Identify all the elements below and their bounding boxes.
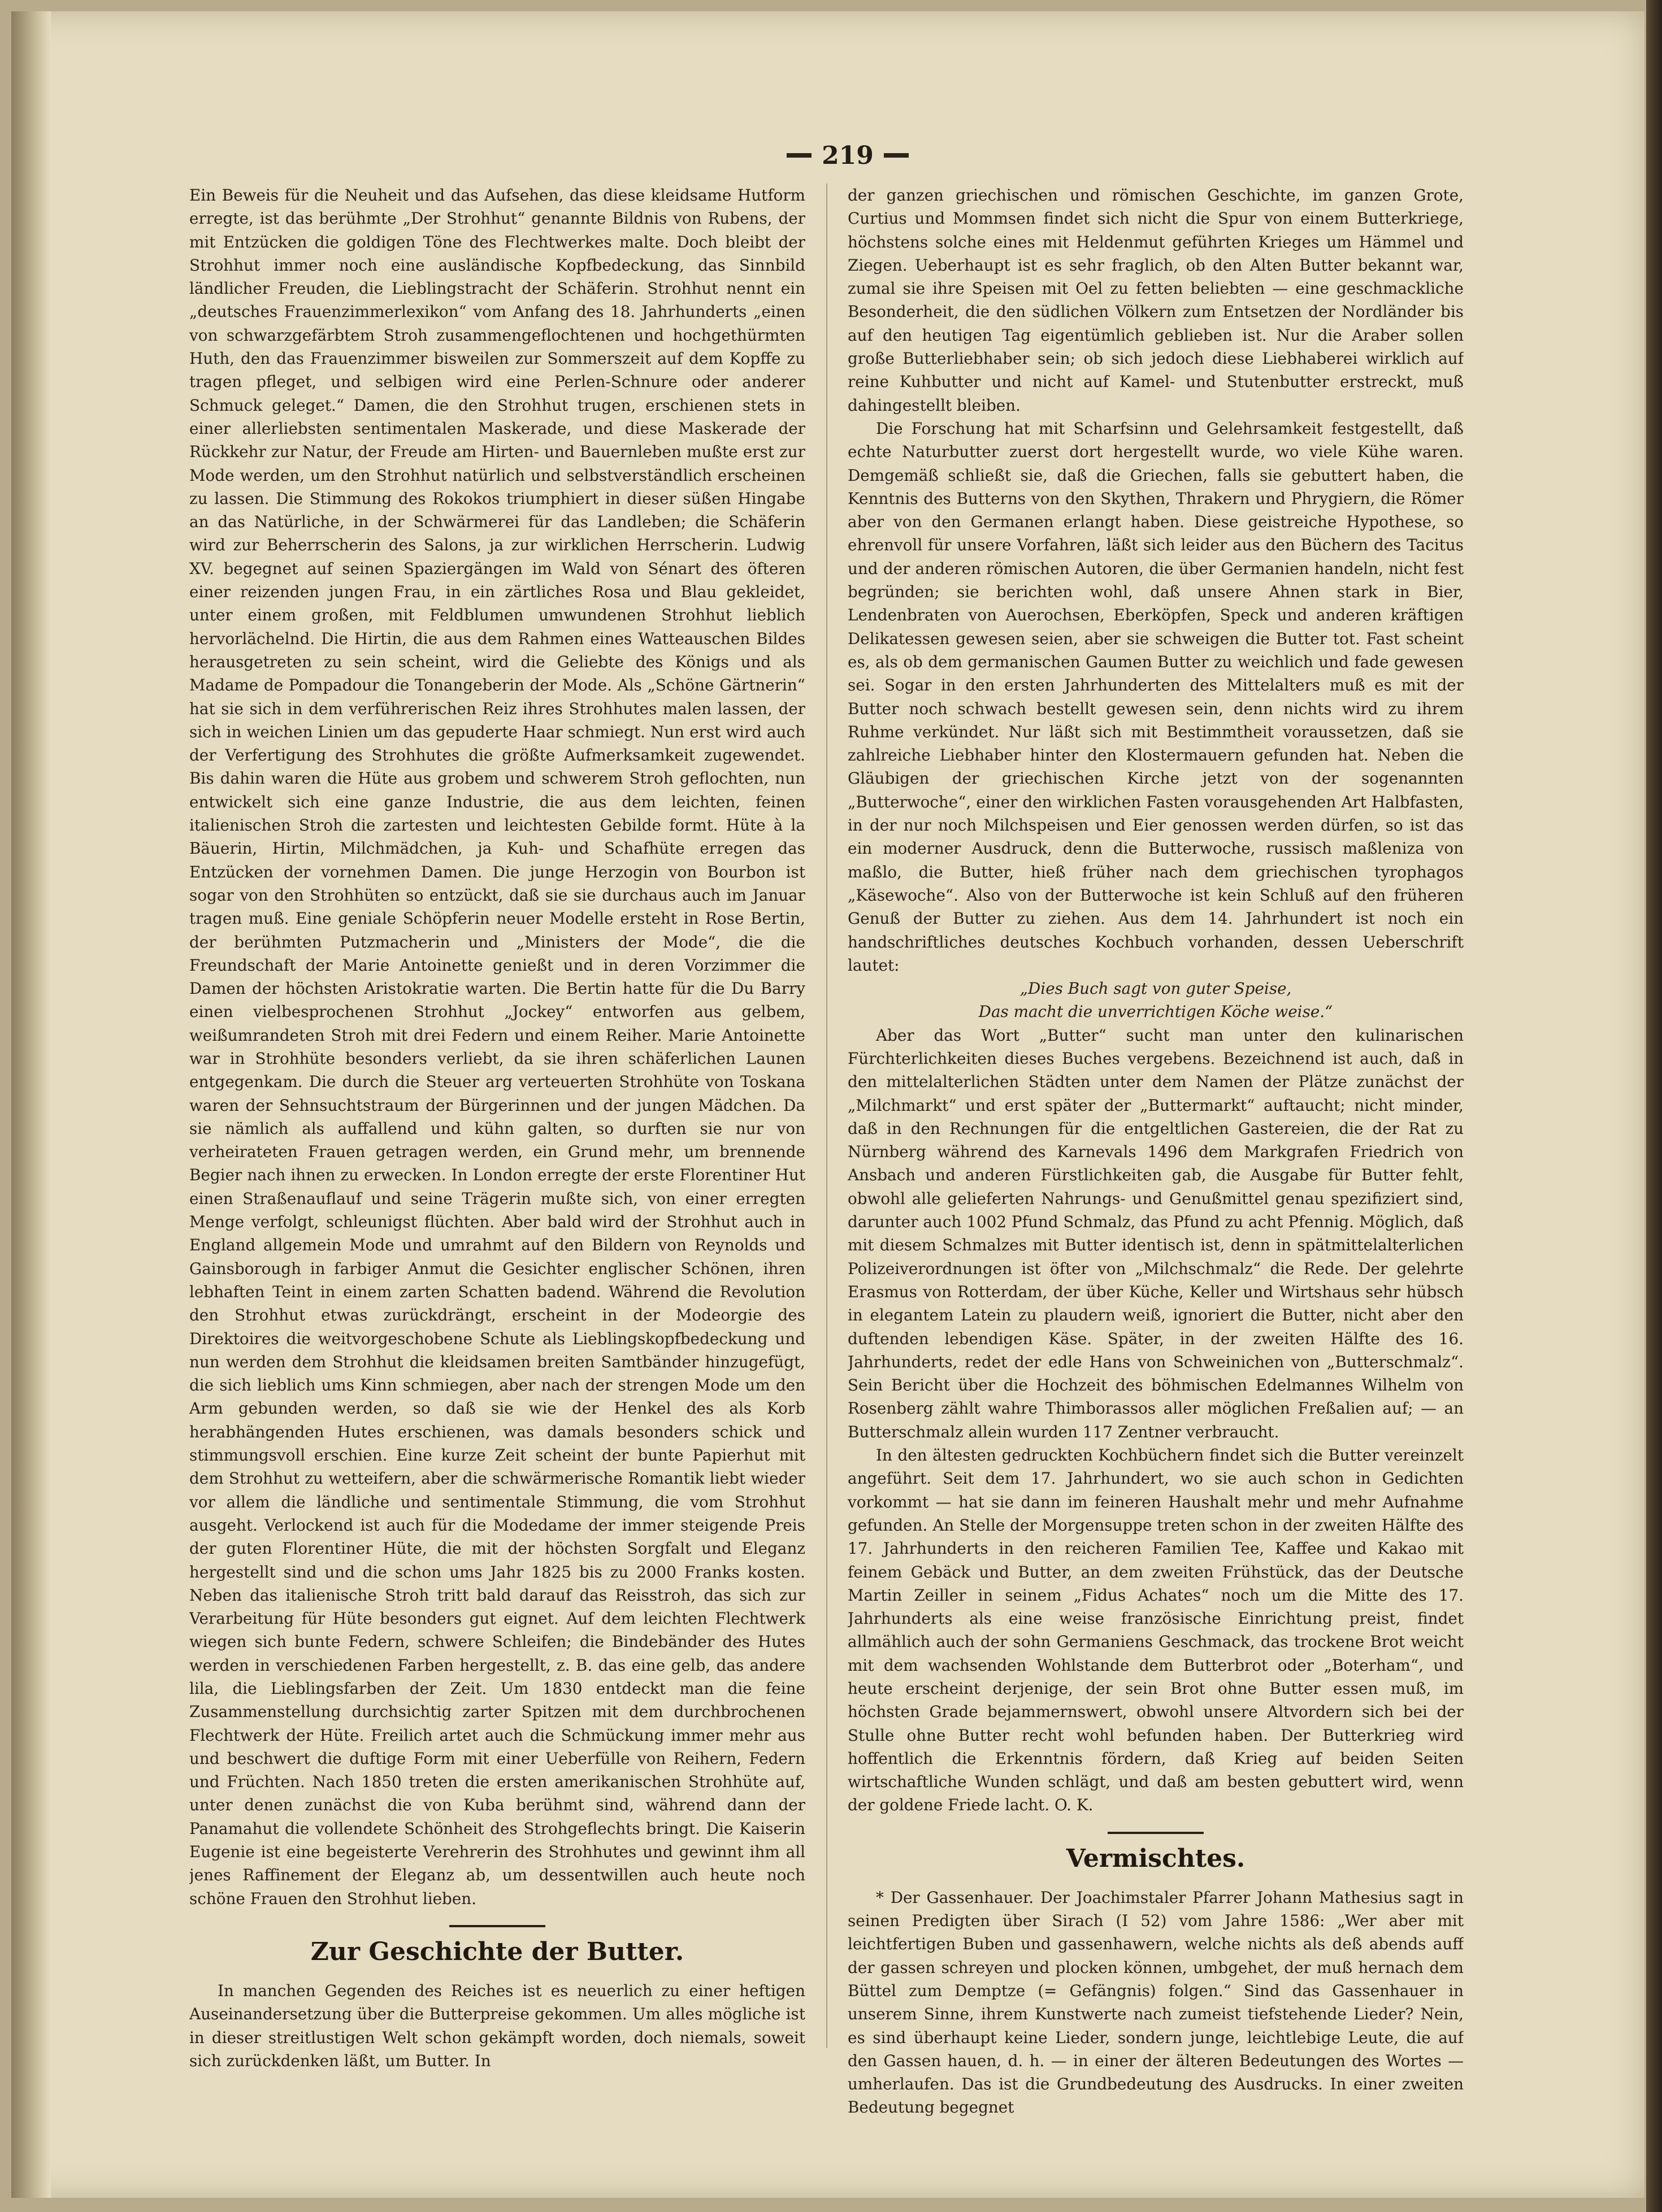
verse-line-1: „Dies Buch sagt von guter Speise,: [1019, 979, 1292, 998]
book-spine: [1646, 0, 1662, 2212]
misc-section-heading: Vermischtes.: [1066, 1844, 1246, 1873]
section-rule: [449, 1925, 545, 1927]
butter-article-heading: Zur Geschichte der Butter.: [310, 1937, 684, 1966]
left-column: [189, 184, 805, 2167]
butter-article-intro: In manchen Gegenden des Reiches ist es neuerlich zu einer heftigen Auseinandersetzung über die Butterpreise gekommen. Um alles mögliche ist in dieser streitlustigen Welt schon gekämpft worden, doch niemals, soweit sich zurückdenken läßt, um Butter. In: [189, 1981, 805, 2070]
section-rule: [1108, 1832, 1204, 1834]
page-number-ornament-left: [787, 153, 812, 158]
butter-paragraph-3: Aber das Wort „Butter“ sucht man unter den kulinarischen Fürchterlichkeiten dieses Buches vergebens. Bezeichnend ist auch, daß in den mittelalterlichen Städten unter dem Namen der Plätze zunächst der „Milchmarkt“ und erst später der „Buttermarkt“ auftaucht; nicht minder, daß in den Rechnungen für die entgeltlichen Gastereien, die der Rat zu Nürnberg während des Karnevals 1496 dem Markgrafen Friedrich von Ansbach und anderen Fürstlichkeiten gab, die Ausgabe für Butter fehlt, obwohl alle gelieferten Nahrungs- und Genußmittel genau spezifiziert sind, darunter auch 1002 Pfund Schmalz, das Pfund zu acht Pfennig. Möglich, daß mit diesem Schmalzes mit Butter identisch ist, denn in spätmittelalterlichen Polizeiverordnungen ist öfter von „Milchschmalz“ die Rede. Der gelehrte Erasmus von Rotterdam, der über Küche, Keller und Wirtshaus sehr hübsch in elegantem Latein zu plaudern weiß, ignoriert die Butter, nicht aber den duftenden lebendigen Käse. Später, in der zweiten Hälfte des 16. Jahrhunderts, redet der edle Hans von Schweinichen von „Butterschmalz“. Sein Bericht über die Hochzeit des böhmischen Edelmannes Wilhelm von Rosenberg zählt wahre Thimborassos aller möglichen Freßalien auf; — an Butterschmalz allein wurden 117 Zentner verbraucht.: [848, 1025, 1464, 1441]
strohhut-article-paragraph: Ein Beweis für die Neuheit und das Aufsehen, das diese kleidsame Hutform erregte, ist das berühmte „Der Strohhut“ genannte Bildnis von Rubens, der mit Entzücken die goldigen Töne des Flechtwerkes malte. Doch bleibt der Strohhut immer noch eine ausländische Kopfbedeckung, das Sinnbild ländlicher Freuden, die Lieblingstracht der Schäferin. Strohhut nennt ein „deutsches Frauenzimmerlexikon“ vom Anfang des 18. Jahrhunderts „einen von schwarzgefärbtem Stroh zusammengeflochtenen und hochgethürmten Huth, den das Frauenzimmer bisweilen zur Sommerszeit auf dem Kopffe zu tragen pfleget, und selbigen wird eine Perlen-Schnure oder anderer Schmuck geleget.“ Damen, die den Strohhut trugen, erschienen stets in einer allerliebsten sentimentalen Maskerade, und diese Maskerade der Rückkehr zur Natur, der Freude am Hirten- und Bauernleben mußte erst zur Mode werden, um den Strohhut natürlich und selbstverständlich erscheinen zu lassen. Die Stimmung des Rokokos triumphiert in dieser süßen Hingabe an das Natürliche, in der Schwärmerei für das Landleben; die Schäferin wird zur Beherrscherin des Salons, ja zur wirklichen Herrscherin. Ludwig XV. begegnet auf seinen Spaziergängen im Wald von Sénart des öfteren einer reizenden jungen Frau, in ein zärtliches Rosa und Blau gekleidet, unter einem großen, mit Feldblumen umwundenen Strohhut lieblich hervorlächelnd. Die Hirtin, die aus dem Rahmen eines Watteauschen Bildes herausgetreten zu sein scheint, wird die Geliebte des Königs und als Madame de Pompadour die Tonangeberin der Mode. Als „Schöne Gärtnerin“ hat sie sich in dem verführerischen Reiz ihres Strohhutes malen lassen, der sich in weichen Linien um das gepuderte Haar schmiegt. Nun erst wird auch der Verfertigung des Strohhutes die größte Aufmerksamkeit zugewendet. Bis dahin waren die Hüte aus grobem und schwerem Stroh geflochten, nun entwickelt sich eine ganze Industrie, die aus dem leichten, feinen italienischen Stroh die zartesten und leichtesten Gebilde formt. Hüte à la Bäuerin, Hirtin, Milchmädchen, ja Kuh- und Schafhüte erregen das Entzücken der vornehmen Damen. Die junge Herzogin von Bourbon ist sogar von den Strohhüten so entzückt, daß sie sie durchaus auch im Januar tragen muß. Eine geniale Schöpferin neuer Modelle ersteht in Rose Bertin, der berühmten Putzmacherin und „Ministers der Mode“, die die Freundschaft der Marie Antoinette genießt und in deren Vorzimmer die Damen der höchsten Aristokratie warten. Die Bertin hatte für die Du Barry einen vielbesprochenen Strohhut „Jockey“ entworfen aus gelbem, weißumrandeten Stroh mit drei Federn und einem Reiher. Marie Antoinette war in Strohhüte besonders verliebt, da sie ihren schäferlichen Launen entgegenkam. Die durch die Steuer arg verteuerten Strohhüte von Toskana waren der Sehnsuchtstraum der Bürgerinnen und der jungen Mädchen. Da sie nämlich als auffallend und kühn galten, so durften sie nur von verheirateten Frauen getragen werden, ein Grund mehr, um brennende Begier nach ihnen zu erwecken. In London erregte der erste Florentiner Hut einen Straßenauflauf und seine Trägerin mußte sich, von einer erregten Menge verfolgt, schleunigst flüchten. Aber bald wird der Strohhut auch in England allgemein Mode und umrahmt auf den Bildern von Reynolds und Gainsborough in farbiger Anmut die Gesichter englischer Schönen, ihren lebhaften Teint in einem zarten Schatten badend. Während die Revolution den Strohhut etwas zurückdrängt, erscheint in der Modeorgie des Direktoires die weitvorgeschobene Schute als Lieblingskopfbedeckung und nun werden dem Strohhut die kleidsamen breiten Samtbänder hinzugefügt, die sich lieblich ums Kinn schmiegen, aber nach der strengen Mode um den Arm gebunden werden, so daß sie wie der Henkel des als Korb herabhängenden Hutes erschienen, was damals besonders schick und stimmungsvoll erschien. Eine kurze Zeit scheint der bunte Papierhut mit dem Strohhut zu wetteifern, aber die schwärmerische Romantik liebt wieder vor allem die ländliche und sentimentale Stimmung, die vom Strohhut ausgeht. Verlockend ist auch für die Modedame der immer steigende Preis der guten Florentiner Hüte, die mit der höchsten Sorgfalt und Eleganz hergestellt sind und die schon ums Jahr 1825 bis zu 2000 Franks kosten. Neben das italienische Stroh tritt bald darauf das Reisstroh, das sich zur Verarbeitung für Hüte besonders gut eignet. Auf dem leichten Flechtwerk wiegen sich bunte Federn, schwere Schleifen; die Bindebänder des Hutes werden in verschiedenen Farben hergestellt, z. B. das eine gelb, das andere lila, die Lieblingsfarben der Zeit. Um 1830 entdeckt man die feine Zusammenstellung durchsichtig zarter Spitzen mit dem durchbrochenen Flechtwerk der Hüte. Freilich artet auch die Schmückung immer mehr aus und beschwert die duftige Form mit einer Ueberfülle von Reihern, Federn und Früchten. Nach 1850 treten die ersten amerikanischen Strohhüte auf, unter denen zunächst die von Kuba berühmt sind, während dann der Panamahut die vollendete Schönheit des Strohgeflechts bringt. Die Kaiserin Eugenie ist eine begeisterte Verehrerin des Strohhutes und gewinnt ihm all jenes Raffinement der Eleganz ab, um dessentwillen auch heute noch schöne Frauen den Strohhut lieben.: [189, 186, 805, 1908]
verse-line-2: Das macht die unverrichtigen Köche weise.“: [978, 1002, 1333, 1022]
column-divider: [826, 184, 827, 2048]
misc-paragraph: * Der Gassenhauer. Der Joachimstaler Pfarrer Johann Mathesius sagt in seinen Predigten über Sirach (I 52) vom Jahre 1586: „Wer aber mit leichtfertigen Buben und gassenhawern, welche nichts als deß abends auff der gassen schreyen und plocken können, umbgehet, der muß hernach dem Büttel zum Demptze (= Gefängnis) folgen.“ Sind das Gassenhauer in unserem Sinne, ihrem Kunstwerte nach zumeist tiefstehende Lieder? Nein, es sind überhaupt keine Lieder, sondern junge, leichtlebige Leute, die auf den Gassen hauen, d. h. — in einer der älteren Bedeutungen des Wortes — umherlaufen. Das ist die Grundbedeutung des Ausdrucks. In einer zweiten Bedeutung begegnet: [848, 1888, 1464, 2117]
right-column: [848, 184, 1464, 2167]
butter-paragraph-2: Die Forschung hat mit Scharfsinn und Gelehrsamkeit festgestellt, daß echte Naturbutter zuerst dort hergestellt wurde, wo viele Kühe waren. Demgemäß schließt sie, daß die Griechen, falls sie gebuttert haben, die Kenntnis des Butterns von den Skythen, Thrakern und Phrygiern, die Römer aber von den Germanen erlangt haben. Diese geistreiche Hypothese, so ehrenvoll für unsere Vorfahren, läßt sich leider aus den Büchern des Tacitus und der anderen römischen Autoren, die über Germanien handeln, nicht fest begründen; sie berichten wohl, daß unsere Ahnen stark in Bier, Lendenbraten von Auerochsen, Eberköpfen, Speck und anderen kräftigen Delikatessen gewesen seien, aber sie schweigen die Butter tot. Fast scheint es, als ob dem germanischen Gaumen Butter zu weichlich und fade gewesen sei. Sogar in den ersten Jahrhunderten des Mittelalters muß es mit der Butter noch schwach bestellt gewesen sein, denn nichts wird zu ihrem Ruhme verkündet. Nur läßt sich mit Bestimmtheit voraussetzen, daß sie zahlreiche Liebhaber hinter den Klostermauern gefunden hat. Neben die Gläubigen der griechischen Kirche jetzt von der sogenannten „Butterwoche“, einer den wirklichen Fasten vorausgehenden Art Halbfasten, in der nur noch Milchspeisen und Eier genossen werden dürfen, so ist das ein moderner Ausdruck, denn die Butterwoche, russisch maßleniza von maßlo, die Butter, hieß früher nach dem griechischen tyrophagos „Käsewoche“. Also von der Butterwoche ist kein Schluß auf den früheren Genuß der Butter zu ziehen. Aus dem 14. Jahrhundert ist noch ein handschriftliches deutsches Kochbuch vorhanden, dessen Ueberschrift lautet:: [848, 419, 1464, 975]
book-gutter: [11, 11, 51, 2198]
butter-paragraph-4: In den ältesten gedruckten Kochbüchern findet sich die Butter vereinzelt angeführt. Seit dem 17. Jahrhundert, wo sie auch schon in Gedichten vorkommt — hat sie dann im feineren Haushalt mehr und mehr Aufnahme gefunden. An Stelle der Morgensuppe treten schon in der zweiten Hälfte des 17. Jahrhunderts in den reicheren Familien Tee, Kaffee und Kakao mit feinem Gebäck und Butter, an dem zweiten Frühstück, das der Deutsche Martin Zeiller in seinem „Fidus Achates“ noch um die Mitte des 17. Jahrhunderts als eine weise französische Einrichtung preist, findet allmählich auch der sohn Germaniens Geschmack, das trockene Brot weicht mit dem wachsenden Wohlstande dem Butterbrot oder „Boterham“, und heute erscheint derjenige, der sein Brot ohne Butter essen muß, im höchsten Grade bejammernswert, obwohl unsere Altvordern sich bei der Stulle ohne Butter recht wohl befunden haben. Der Butterkrieg wird hoffentlich die Erkenntnis fördern, daß Krieg auf beiden Seiten wirtschaftliche Wunden schlägt, und daß am besten gebuttert wird, wenn der goldene Friede lacht. O. K.: [848, 1446, 1464, 1815]
page-number-ornament-right: [884, 153, 909, 158]
page-number-text: 219: [822, 141, 874, 170]
butter-paragraph-1: der ganzen griechischen und römischen Geschichte, im ganzen Grote, Curtius und Mommsen findet sich nicht die Spur von einem Butterkriege, höchstens solche eines mit Heldenmut geführten Krieges um Hämmel und Ziegen. Ueberhaupt ist es sehr fraglich, ob den Alten Butter bekannt war, zumal sie ihre Speisen mit Oel zu fetten beliebten — eine geschmackliche Besonderheit, die den südlichen Völkern zum Entsetzen der Nordländer bis auf den heutigen Tag eigentümlich geblieben ist. Nur die Araber sollen große Butterliebhaber sein; ob sich jedoch diese Liebhaberei wirklich auf reine Kuhbutter und nicht auf Kamel- und Stutenbutter erstreckt, muß dahingestellt bleiben.: [848, 186, 1464, 415]
page-number: [780, 138, 915, 172]
